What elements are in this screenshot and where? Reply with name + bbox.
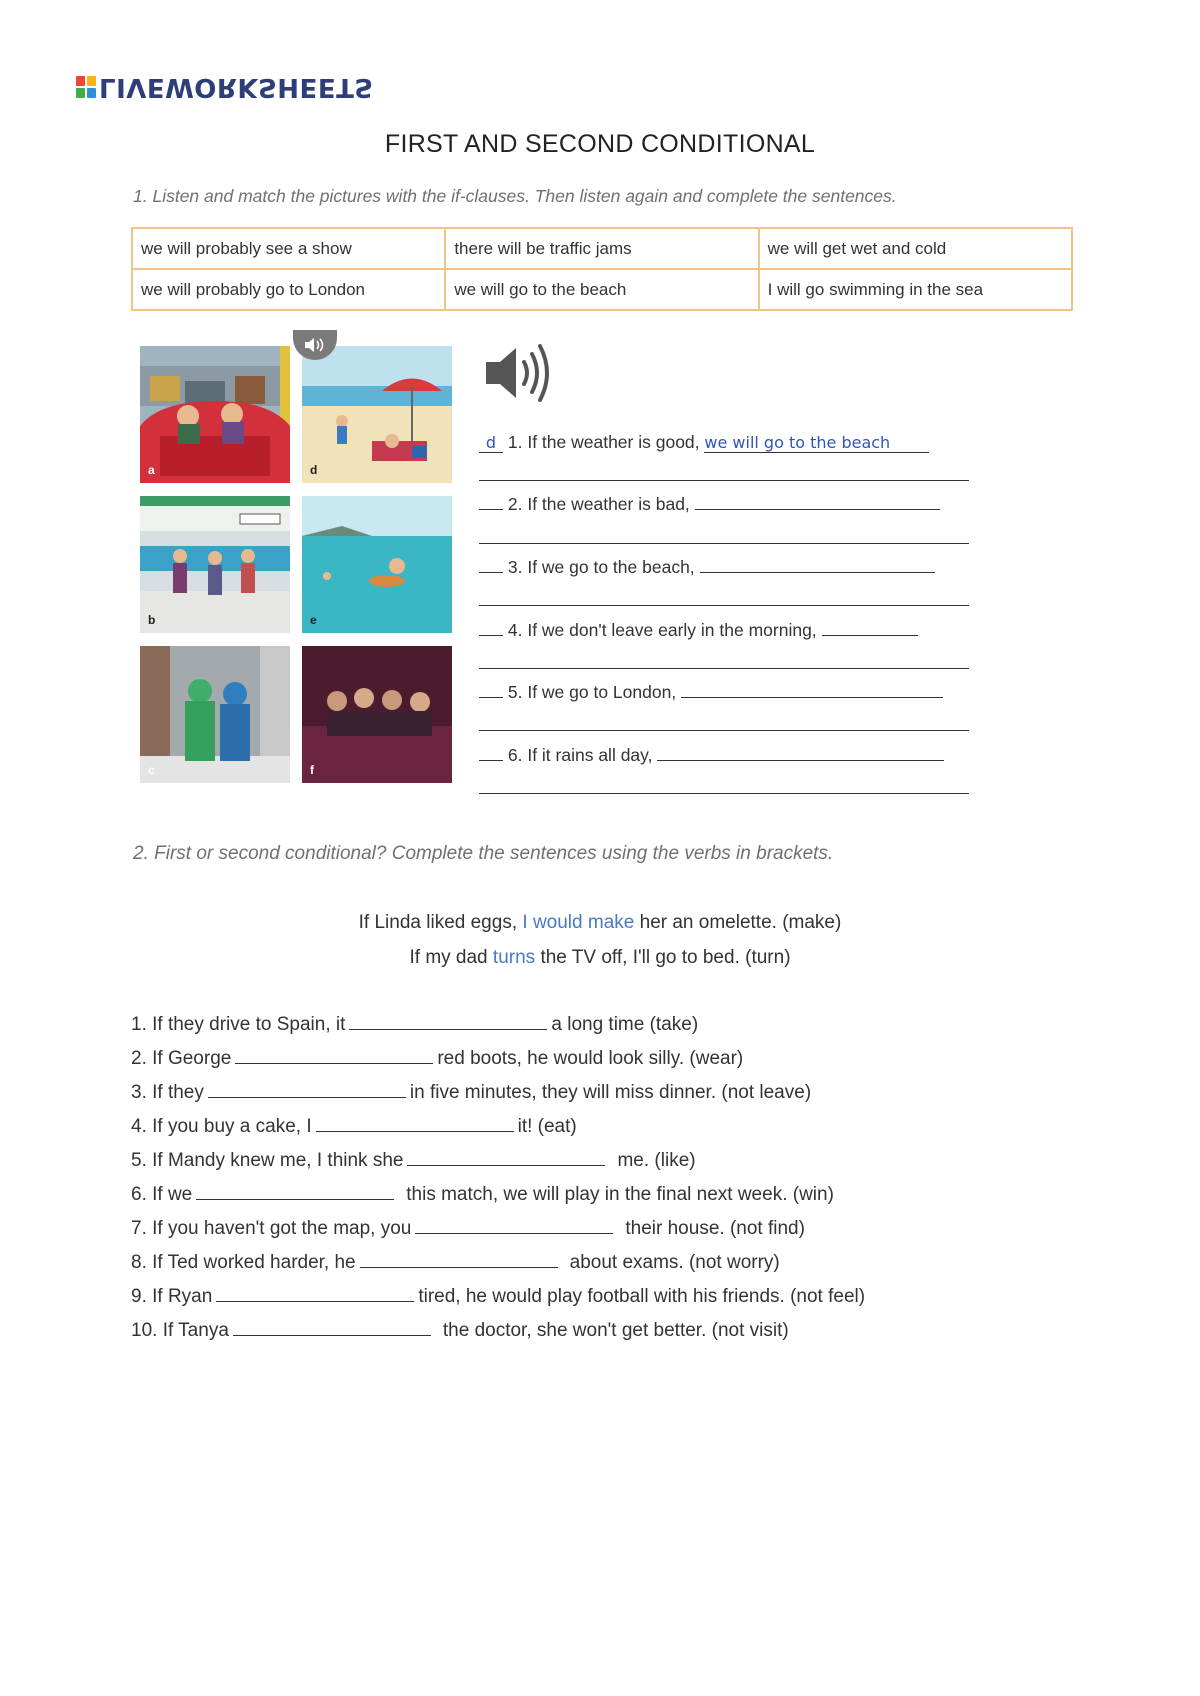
completion-input[interactable] (700, 572, 935, 573)
picture-letter: e (310, 613, 317, 627)
logo-blocks-icon (76, 76, 96, 98)
answer-line[interactable] (479, 730, 969, 731)
verb-input[interactable] (415, 1233, 613, 1234)
exercise2-item-9 (131, 1286, 865, 1308)
picture-e-swimming (302, 496, 452, 633)
item-text: about exams. (not worry) (569, 1252, 780, 1273)
example-text: If Linda liked eggs, (358, 912, 518, 933)
question-6 (479, 745, 969, 766)
item-text: their house. (not find) (625, 1218, 805, 1239)
picture-letter: a (148, 463, 155, 477)
answer-letter-input[interactable] (479, 697, 503, 698)
question-text: 2. If the weather is bad, (507, 494, 690, 514)
example-answer: I would make (522, 912, 635, 933)
exercise2-instruction: 2. First or second conditional? Complete the sentences using the verbs in brackets. (133, 843, 834, 864)
exercise2-item-1 (131, 1014, 698, 1036)
item-text: me. (like) (617, 1150, 696, 1171)
item-text: a long time (take) (551, 1014, 699, 1035)
answer-line[interactable] (479, 605, 969, 606)
picture-letter: d (310, 463, 318, 477)
verb-input[interactable] (349, 1029, 547, 1030)
question-text: 6. If it rains all day, (507, 745, 653, 765)
item-text: 5. If Mandy knew me, I think she (131, 1150, 404, 1171)
picture-b-london (140, 496, 290, 633)
exercise2-item-5 (131, 1150, 696, 1172)
verb-input[interactable] (208, 1097, 406, 1098)
table-row (132, 269, 1072, 310)
answer-line[interactable] (479, 793, 969, 794)
picture-d-beach (302, 346, 452, 483)
example-text: the TV off, I'll go to bed. (turn) (540, 947, 791, 968)
exercise2-item-7 (131, 1218, 805, 1240)
completion-input[interactable] (681, 697, 943, 698)
question-text: 1. If the weather is good, (507, 432, 700, 452)
picture-letter: c (148, 763, 155, 777)
item-text: tired, he would play football with his friends. (not feel) (418, 1286, 866, 1307)
item-text: it! (eat) (517, 1116, 577, 1137)
item-text: 1. If they drive to Spain, it (131, 1014, 346, 1035)
completion-input[interactable] (657, 760, 944, 761)
option-cell: there will be traffic jams (445, 228, 758, 269)
item-text: 7. If you haven't got the map, you (131, 1218, 412, 1239)
question-text: 3. If we go to the beach, (507, 557, 695, 577)
exercise2-item-6 (131, 1184, 834, 1206)
question-5 (479, 682, 969, 703)
answer-letter-input[interactable] (479, 509, 503, 510)
verb-input[interactable] (316, 1131, 514, 1132)
verb-input[interactable] (235, 1063, 433, 1064)
worksheet-title: FIRST AND SECOND CONDITIONAL (384, 130, 816, 158)
answer-line[interactable] (479, 668, 969, 669)
verb-input[interactable] (233, 1335, 431, 1336)
completion-input[interactable]: we will go to the beach (704, 433, 929, 453)
question-4 (479, 620, 969, 641)
option-cell: we will probably go to London (132, 269, 445, 310)
item-text: 4. If you buy a cake, I (131, 1116, 312, 1137)
picture-f-show (302, 646, 452, 783)
example-sentence-2 (0, 947, 1200, 969)
item-text: 9. If Ryan (131, 1286, 213, 1307)
example-sentence-1 (0, 912, 1200, 934)
answer-line[interactable] (479, 480, 969, 481)
answer-letter-input[interactable] (479, 760, 503, 761)
example-answer: turns (492, 947, 536, 968)
verb-input[interactable] (360, 1267, 558, 1268)
liveworksheets-logo (76, 74, 374, 100)
question-1 (479, 432, 969, 453)
completion-input[interactable] (695, 509, 940, 510)
item-text: 10. If Tanya (131, 1320, 229, 1341)
picture-c-rain (140, 646, 290, 783)
example-text: her an omelette. (make) (639, 912, 842, 933)
table-row (132, 228, 1072, 269)
picture-letter: f (310, 763, 314, 777)
option-cell: we will probably see a show (132, 228, 445, 269)
item-text: the doctor, she won't get better. (not visit) (442, 1320, 789, 1341)
item-text: in five minutes, they will miss dinner. (not leave) (409, 1082, 812, 1103)
question-3 (479, 557, 969, 578)
item-text: 8. If Ted worked harder, he (131, 1252, 356, 1273)
logo-text: LIVEWORKSHEETS (99, 72, 374, 102)
verb-input[interactable] (216, 1301, 414, 1302)
question-2 (479, 494, 969, 515)
completion-input[interactable] (822, 635, 918, 636)
question-text: 4. If we don't leave early in the morning, (507, 620, 817, 640)
picture-letter: b (148, 613, 156, 627)
exercise2-item-8 (131, 1252, 780, 1274)
speaker-icon[interactable] (482, 338, 562, 408)
option-cell: we will get wet and cold (759, 228, 1072, 269)
answer-letter-input[interactable] (479, 572, 503, 573)
item-text: 6. If we (131, 1184, 193, 1205)
exercise1-instruction: 1. Listen and match the pictures with the if-clauses. Then listen again and complete the sentences. (133, 186, 897, 206)
answer-letter-input[interactable]: d (479, 433, 503, 453)
exercise2-item-2 (131, 1048, 743, 1070)
exercise2-item-10 (131, 1320, 789, 1342)
example-text: If my dad (409, 947, 488, 968)
picture-grid (140, 346, 452, 780)
answer-line[interactable] (479, 543, 969, 544)
option-cell: I will go swimming in the sea (759, 269, 1072, 310)
item-text: 2. If George (131, 1048, 232, 1069)
item-text: this match, we will play in the final next week. (win) (406, 1184, 834, 1205)
item-text: 3. If they (131, 1082, 204, 1103)
small-speaker-icon (304, 337, 326, 353)
question-text: 5. If we go to London, (507, 682, 677, 702)
item-text: red boots, he would look silly. (wear) (437, 1048, 744, 1069)
verb-input[interactable] (196, 1199, 394, 1200)
exercise2-item-4 (131, 1116, 577, 1138)
option-cell: we will go to the beach (445, 269, 758, 310)
clause-options-table (131, 227, 1073, 311)
answer-letter-input[interactable] (479, 635, 503, 636)
verb-input[interactable] (407, 1165, 605, 1166)
picture-a-traffic (140, 346, 290, 483)
exercise2-item-3 (131, 1082, 811, 1104)
